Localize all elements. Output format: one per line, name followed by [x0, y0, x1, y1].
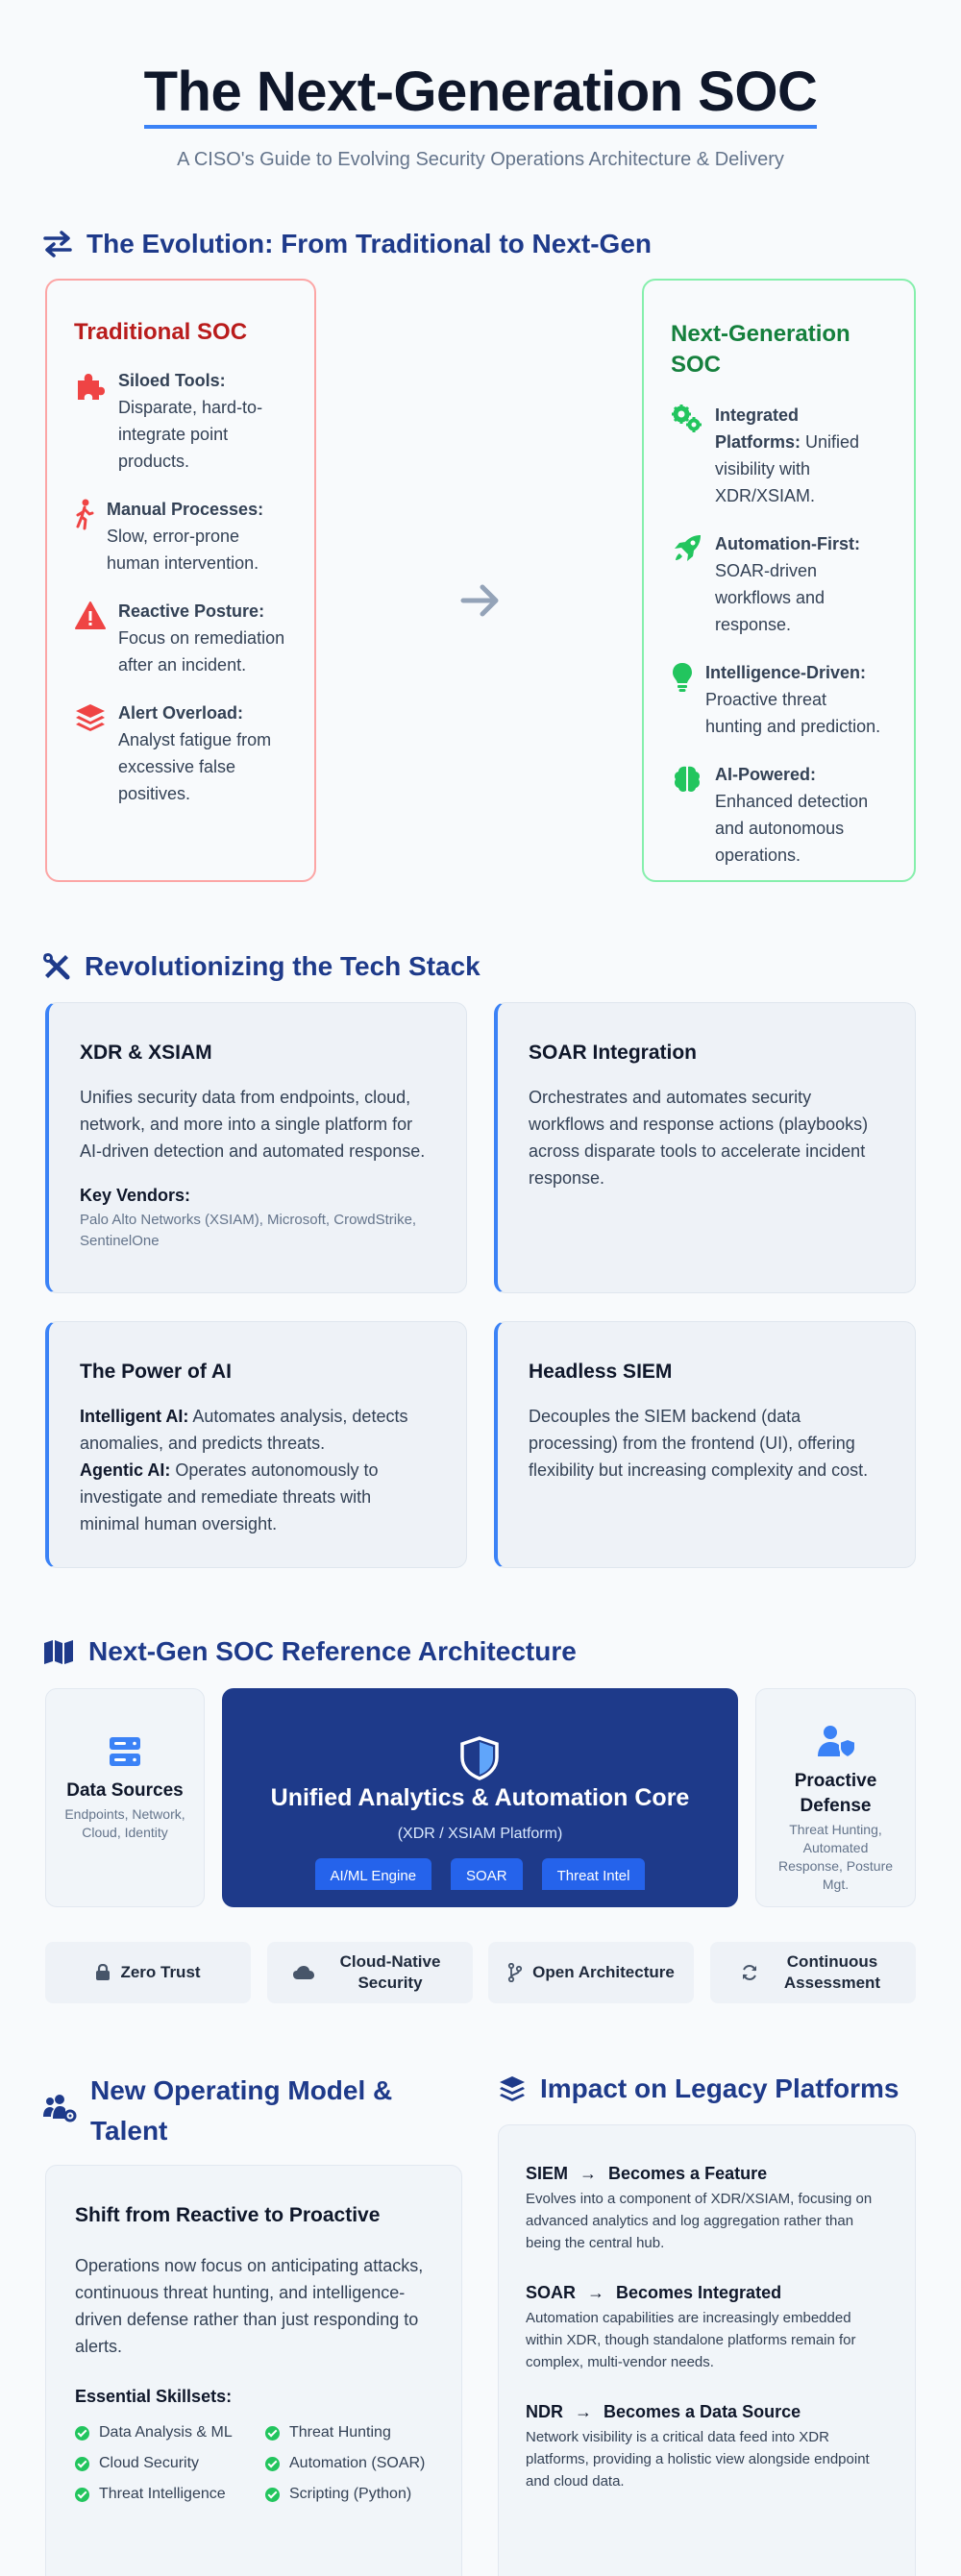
evo-item: Reactive Posture: Focus on remediation after an incident.: [74, 598, 287, 678]
legacy-item-soar: [526, 2283, 888, 2373]
map-icon: [42, 1638, 75, 1665]
person-walking-icon: [74, 498, 95, 530]
legacy-heading: SIEM → Becomes a Feature: [526, 2164, 768, 2183]
traditional-soc-title: Traditional SOC: [74, 319, 248, 345]
card-title: Shift from Reactive to Proactive: [75, 2204, 381, 2226]
agentic-ai-text: Agentic AI: Operates autonomously to investigate and remediate threats with minimal human oversight.: [80, 1460, 379, 1533]
tech-stack-section-title: [42, 951, 480, 982]
section-title-text: Revolutionizing the Tech Stack: [85, 951, 480, 981]
server-icon: [108, 1735, 142, 1768]
skill-item: Threat Intelligence: [75, 2486, 265, 2503]
pillar-cloud-native: [267, 1942, 473, 2003]
brain-icon: [671, 763, 703, 796]
pillar-label: Continuous Assessment: [783, 1952, 881, 1992]
legacy-item-siem: [526, 2164, 888, 2254]
warning-icon: [74, 600, 107, 632]
skill-item: Automation (SOAR): [265, 2455, 456, 2472]
data-sources-sub: Endpoints, Network, Cloud, Identity: [64, 1806, 185, 1840]
soar-integration-card: [494, 1002, 916, 1293]
next-gen-soc-card: [642, 279, 916, 882]
evo-item: Intelligence-Driven: Proactive threat hunting and prediction.: [671, 659, 887, 740]
layers-icon: [498, 2074, 527, 2103]
pillar-label: Zero Trust: [120, 1963, 201, 1981]
operating-model-card: [45, 2165, 462, 2576]
evo-item: Siloed Tools: Disparate, hard-to-integrate point products.: [74, 367, 287, 475]
evo-item: Alert Overload: Analyst fatigue from excessive false positives.: [74, 699, 287, 807]
evo-item: Integrated Platforms: Unified visibility with XDR/XSIAM.: [671, 402, 887, 509]
skill-item: Cloud Security: [75, 2455, 265, 2472]
lock-icon: [95, 1964, 111, 1981]
legacy-heading: NDR → Becomes a Data Source: [526, 2402, 801, 2421]
pillar-continuous-assessment: [710, 1942, 916, 2003]
section-title-text: Next-Gen SOC Reference Architecture: [88, 1636, 577, 1666]
legacy-text: Automation capabilities are increasingly embedded within XDR, though standalone platforms remain for complex, multi-vendor needs.: [526, 2310, 856, 2370]
core-title: Unified Analytics & Automation Core: [270, 1784, 690, 1811]
core-subtitle: (XDR / XSIAM Platform): [397, 1826, 563, 1842]
data-sources-box: [45, 1688, 205, 1907]
card-body: Operations now focus on anticipating attacks, continuous threat hunting, and intelligence-driven defense rather than just responding to alerts.: [75, 2256, 424, 2356]
card-title: Headless SIEM: [529, 1361, 673, 1383]
legacy-section-title: [498, 2073, 899, 2104]
analytics-core-box: [222, 1688, 738, 1907]
puzzle-icon: [74, 369, 107, 402]
xdr-xsiam-card: [45, 1002, 467, 1293]
card-title: SOAR Integration: [529, 1042, 698, 1064]
check-circle-icon: [265, 2426, 280, 2441]
core-chips: [222, 1858, 738, 1890]
exchange-arrows-icon: [42, 230, 73, 258]
skillsets-list: [75, 2424, 432, 2503]
gears-icon: [671, 404, 703, 436]
check-circle-icon: [265, 2457, 280, 2471]
proactive-defense-title: Proactive Defense: [794, 1771, 877, 1816]
check-circle-icon: [75, 2488, 89, 2502]
card-body: Orchestrates and automates security workflows and response actions (playbooks) across disparate tools to accelerate incident response.: [529, 1088, 869, 1188]
legacy-item-ndr: [526, 2402, 888, 2492]
branch-icon: [507, 1963, 523, 1982]
skillsets-label: Essential Skillsets:: [75, 2387, 233, 2406]
operating-model-section-title: [42, 2071, 465, 2151]
shield-icon: [458, 1736, 501, 1780]
chip-threat-intel: Threat Intel: [542, 1858, 646, 1890]
section-title-text: New Operating Model & Talent: [90, 2075, 393, 2146]
tools-icon: [42, 952, 71, 981]
check-circle-icon: [75, 2457, 89, 2471]
chip-ai-ml-engine: AI/ML Engine: [315, 1858, 432, 1890]
proactive-defense-sub: Threat Hunting, Automated Response, Posture Mgt.: [777, 1822, 894, 1892]
pillar-label: Open Architecture: [532, 1963, 675, 1981]
layers-icon: [74, 701, 107, 734]
legacy-heading: SOAR → Becomes Integrated: [526, 2283, 782, 2302]
skill-item: Threat Hunting: [265, 2424, 456, 2441]
pillar-label: Cloud-Native Security: [339, 1952, 441, 1992]
card-body: Decouples the SIEM backend (data processing) from the frontend (UI), offering flexibility but increasing complexity and cost.: [529, 1407, 869, 1480]
skill-item: Data Analysis & ML: [75, 2424, 265, 2441]
rocket-icon: [671, 532, 703, 565]
pillar-zero-trust: [45, 1942, 251, 2003]
headless-siem-card: [494, 1321, 916, 1568]
skill-item: Scripting (Python): [265, 2486, 456, 2503]
legacy-impact-card: [498, 2124, 916, 2576]
legacy-text: Network visibility is a critical data feed into XDR platforms, providing a holistic view alongside endpoint and cloud data.: [526, 2429, 870, 2490]
legacy-text: Evolves into a component of XDR/XSIAM, focusing on advanced analytics and log aggregation rather than being the central hub.: [526, 2191, 873, 2251]
evo-item: Automation-First: SOAR-driven workflows and response.: [671, 530, 887, 638]
evo-item: Manual Processes: Slow, error-prone human intervention.: [74, 496, 287, 577]
section-title-text: The Evolution: From Traditional to Next-Gen: [86, 229, 653, 258]
evo-item: AI-Powered: Enhanced detection and autonomous operations.: [671, 761, 887, 869]
check-circle-icon: [265, 2488, 280, 2502]
key-vendors-list: Palo Alto Networks (XSIAM), Microsoft, CrowdStrike, SentinelOne: [80, 1212, 417, 1249]
page-title: The Next-Generation SOC: [0, 60, 961, 124]
chip-soar: SOAR: [451, 1858, 523, 1890]
user-shield-icon: [816, 1724, 856, 1758]
page-subtitle: A CISO's Guide to Evolving Security Operations Architecture & Delivery: [177, 149, 784, 170]
proactive-defense-box: [755, 1688, 916, 1907]
architecture-section-title: [42, 1636, 577, 1667]
users-cog-icon: [42, 2094, 77, 2122]
data-sources-title: Data Sources: [66, 1780, 184, 1801]
cloud-icon: [292, 1965, 315, 1980]
key-vendors-label: Key Vendors:: [80, 1186, 191, 1205]
card-body: Unifies security data from endpoints, cloud, network, and more into a single platform for AI-driven detection and automated response.: [80, 1088, 426, 1161]
lightbulb-icon: [671, 661, 694, 694]
card-title: XDR & XSIAM: [80, 1042, 212, 1064]
card-title: The Power of AI: [80, 1361, 232, 1383]
refresh-icon: [741, 1964, 758, 1981]
check-circle-icon: [75, 2426, 89, 2441]
evolution-section-title: [42, 229, 652, 259]
traditional-soc-card: [45, 279, 316, 882]
power-of-ai-card: [45, 1321, 467, 1568]
next-gen-soc-title: Next-Generation SOC: [671, 321, 850, 378]
arrow-right-icon: [459, 581, 502, 620]
pillar-open-architecture: [488, 1942, 694, 2003]
section-title-text: Impact on Legacy Platforms: [540, 2073, 899, 2103]
intelligent-ai-text: Intelligent AI: Automates analysis, detects anomalies, and predicts threats.: [80, 1407, 408, 1453]
